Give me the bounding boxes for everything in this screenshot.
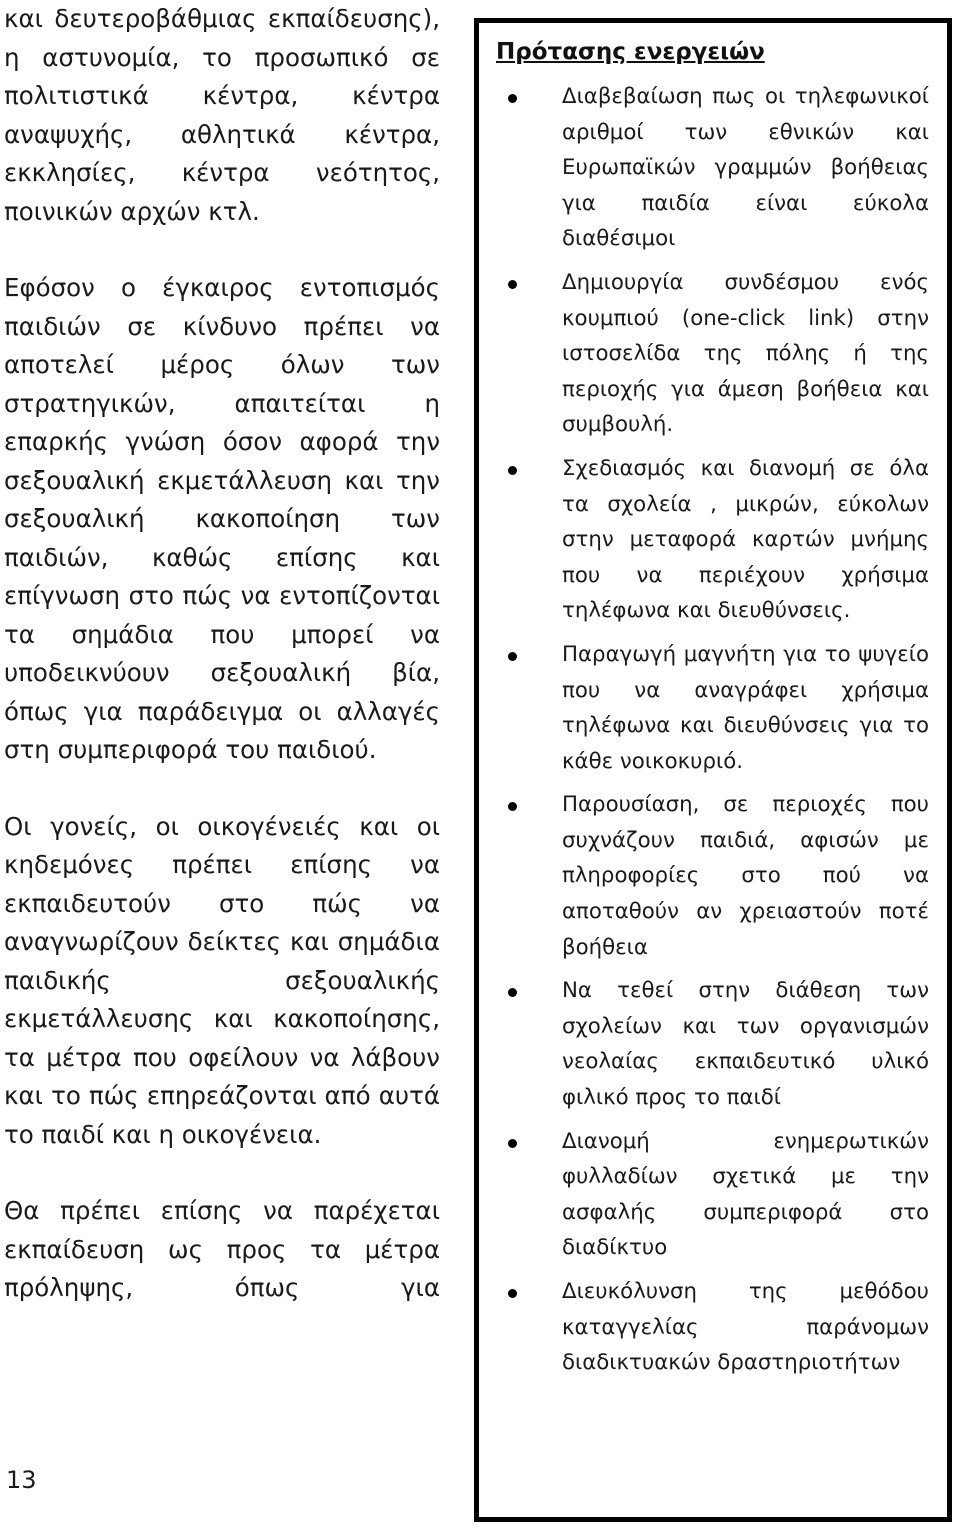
main-text-column bbox=[4, 0, 440, 1308]
page-number: 13 bbox=[6, 1466, 37, 1494]
list-item bbox=[496, 79, 929, 257]
bullet-icon bbox=[508, 466, 517, 475]
paragraph-prevention-training: Θα πρέπει επίσης να παρέχεται εκπαίδευση ως προς τα μέτρα πρόληψης, όπως για bbox=[4, 1196, 440, 1302]
action-list bbox=[496, 79, 929, 1381]
list-item bbox=[496, 637, 929, 779]
paragraph-spacer bbox=[4, 1154, 440, 1192]
paragraph-intro-continued: και δευτεροβάθμιας εκπαίδευσης), η αστυνομία, το προσωπικό σε πολιτιστικά κέντρα, κέντρα αναψυχής, αθλητικά κέντρα, εκκλησίες, κέντρα νεότητος, ποινικών αρχών κτλ. bbox=[4, 4, 440, 226]
bullet-icon bbox=[508, 652, 517, 661]
list-item bbox=[496, 1274, 929, 1381]
paragraph-early-detection: Εφόσον ο έγκαιρος εντοπισμός παιδιών σε κίνδυνο πρέπει να αποτελεί μέρος όλων των στρατηγικών, απαιτείται η επαρκής γνώση όσον αφορά την σεξουαλική εκμετάλλευση και την σεξουαλική κακοποίηση των παιδιών, καθώς επίσης και επίγνωση στο πώς να εντοπίζονται τα σημάδια που μπορεί να υποδεικνύουν σεξουαλική βία, όπως για παράδειγμα οι αλλαγές στη συμπεριφορά του παιδιού. bbox=[4, 273, 440, 764]
paragraph-spacer bbox=[4, 770, 440, 808]
list-item-text: Διαβεβαίωση πως οι τηλεφωνικοί αριθμοί των εθνικών και Ευρωπαϊκών γραμμών βοήθειας για παιδία είναι εύκολα διαθέσιμοι bbox=[562, 84, 929, 252]
list-item-text: Διευκόλυνση της μεθόδου καταγγελίας παράνομων διαδικτυακών δραστηριοτήτων bbox=[562, 1279, 929, 1376]
bullet-icon bbox=[508, 280, 517, 289]
list-item bbox=[496, 1124, 929, 1266]
list-item-text: Παρουσίαση, σε περιοχές που συχνάζουν παιδιά, αφισών με πληροφορίες στο πού να αποταθούν αν χρειαστούν ποτέ βοήθεια bbox=[562, 792, 929, 960]
list-item-text: Διανομή ενημερωτικών φυλλαδίων σχετικά με την ασφαλής συμπεριφορά στο διαδίκτυο bbox=[562, 1128, 929, 1261]
list-item-text: Να τεθεί στην διάθεση των σχολείων και των οργανισμών νεολαίας εκπαιδευτικό υλικό φιλικό προς το παιδί bbox=[562, 978, 929, 1111]
list-item-text: Σχεδιασμός και διανομή σε όλα τα σχολεία , μικρών, εύκολων στην μεταφορά καρτών μνήμης που να περιέχουν χρήσιμα τηλέφωνα και διευθύνσεις. bbox=[562, 455, 929, 624]
bullet-icon bbox=[508, 802, 517, 811]
bullet-icon bbox=[508, 988, 517, 997]
bullet-icon bbox=[508, 1139, 517, 1148]
paragraph-parents-training: Οι γονείς, οι οικογένειές και οι κηδεμόνες πρέπει επίσης να εκπαιδευτούν στο πώς να αναγνωρίζουν δείκτες και σημάδια παιδικής σεξουαλικής εκμετάλλευσης και κακοποίησης, τα μέτρα που οφείλουν να λάβουν και το πώς επηρεάζονται από αυτά το παιδί και η οικογένεια. bbox=[4, 811, 440, 1149]
list-item bbox=[496, 451, 929, 629]
list-item bbox=[496, 973, 929, 1115]
action-proposals-box bbox=[474, 18, 952, 1522]
paragraph-spacer bbox=[4, 231, 440, 269]
bullet-icon bbox=[508, 94, 517, 103]
list-item-text: Δημιουργία συνδέσμου ενός κουμπιού (one-click link) στην ιστοσελίδα της πόλης ή της περιοχής για άμεση βοήθεια και συμβουλή. bbox=[562, 269, 929, 438]
list-item bbox=[496, 265, 929, 443]
bullet-icon bbox=[508, 1289, 517, 1298]
box-title: Πρότασης ενεργειών bbox=[496, 39, 765, 65]
list-item bbox=[496, 787, 929, 965]
list-item-text: Παραγωγή μαγνήτη για το ψυγείο που να αναγράφει χρήσιμα τηλέφωνα και διευθύνσεις για το κάθε νοικοκυριό. bbox=[562, 641, 929, 774]
